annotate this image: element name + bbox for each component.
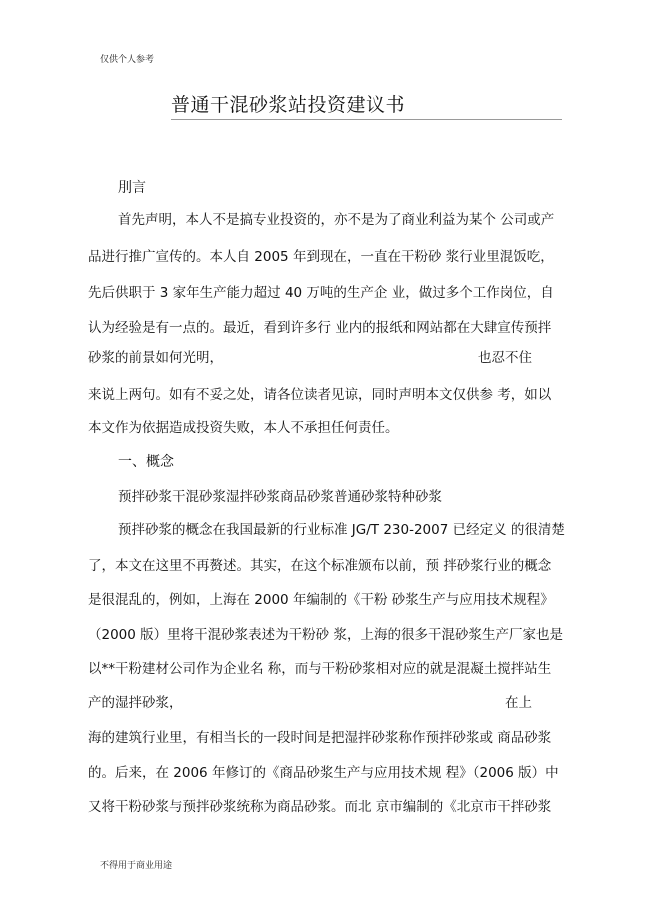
paragraph-line: 又将干粉砂浆与预拌砂浆统称为商品砂浆。而北 京市编制的《北京市干拌砂浆 [88, 799, 552, 815]
paragraph-line: 预拌砂浆的概念在我国最新的行业标准 JG/T 230-2007 已经定义 的很清楚 [118, 522, 565, 538]
paragraph-line: 是很混乱的，例如，上海在 2000 年编制的《干粉 砂浆生产与应用技术规程》 [88, 592, 554, 608]
section-heading-concept: 一、概念 [118, 454, 174, 470]
paragraph-line: 认为经验是有一点的。最近，看到许多行 业内的报纸和网站都在大肆宣传预拌 [88, 320, 552, 336]
section-heading-preface: 刖言 [118, 180, 146, 196]
paragraph-line: 的。后来，在 2006 年修订的《商品砂浆生产与应用技术规 程》（2006 版）中 [88, 765, 559, 781]
document-title: 普通干混砂浆站投资建议书 [171, 94, 406, 116]
paragraph-line: （2000 版）里将干混砂浆表述为干粉砂 浆，上海的很多干混砂浆生产厂家也是 [88, 627, 563, 643]
paragraph-line-fragment: 在上 [505, 695, 532, 711]
paragraph-line: 预拌砂浆干混砂浆湿拌砂浆商品砂浆普通砂浆特种砂浆 [118, 489, 442, 505]
paragraph-line: 海的建筑行业里，有相当长的一段时间是把湿拌砂浆称作预拌砂浆或 商品砂浆 [88, 730, 552, 746]
paragraph-line: 砂浆的前景如何光明， [88, 350, 223, 366]
title-underline [171, 119, 562, 120]
paragraph-line: 了，本文在这里不再赘述。其实，在这个标准颁布以前，预 拌砂浆行业的概念 [88, 558, 552, 574]
paragraph-line: 产的湿拌砂浆， [88, 695, 183, 711]
header-note: 仅供个人参考 [100, 55, 155, 65]
paragraph-line: 以**干粉建材公司作为企业名 称，而与干粉砂浆相对应的就是混凝土搅拌站生 [88, 661, 552, 677]
paragraph-line: 首先声明，本人不是搞专业投资的，亦不是为了商业利益为某个 公司或产 [118, 212, 555, 228]
paragraph-line: 品进行推广宣传的。本人自 2005 年到现在，一直在干粉砂 浆行业里混饭吃， [88, 249, 554, 265]
footer-note: 不得用于商业用途 [100, 861, 173, 871]
paragraph-line: 来说上两句。如有不妥之处，请各位读者见谅，同时声明本文仅供参 考，如以 [88, 387, 552, 403]
paragraph-line-fragment: 也忍不住 [478, 350, 532, 366]
paragraph-line: 先后供职于 3 家年生产能力超过 40 万吨的生产企 业，做过多个工作岗位，自 [88, 285, 554, 301]
paragraph-line: 本文作为依据造成投资失败，本人不承担任何责任。 [88, 420, 399, 436]
